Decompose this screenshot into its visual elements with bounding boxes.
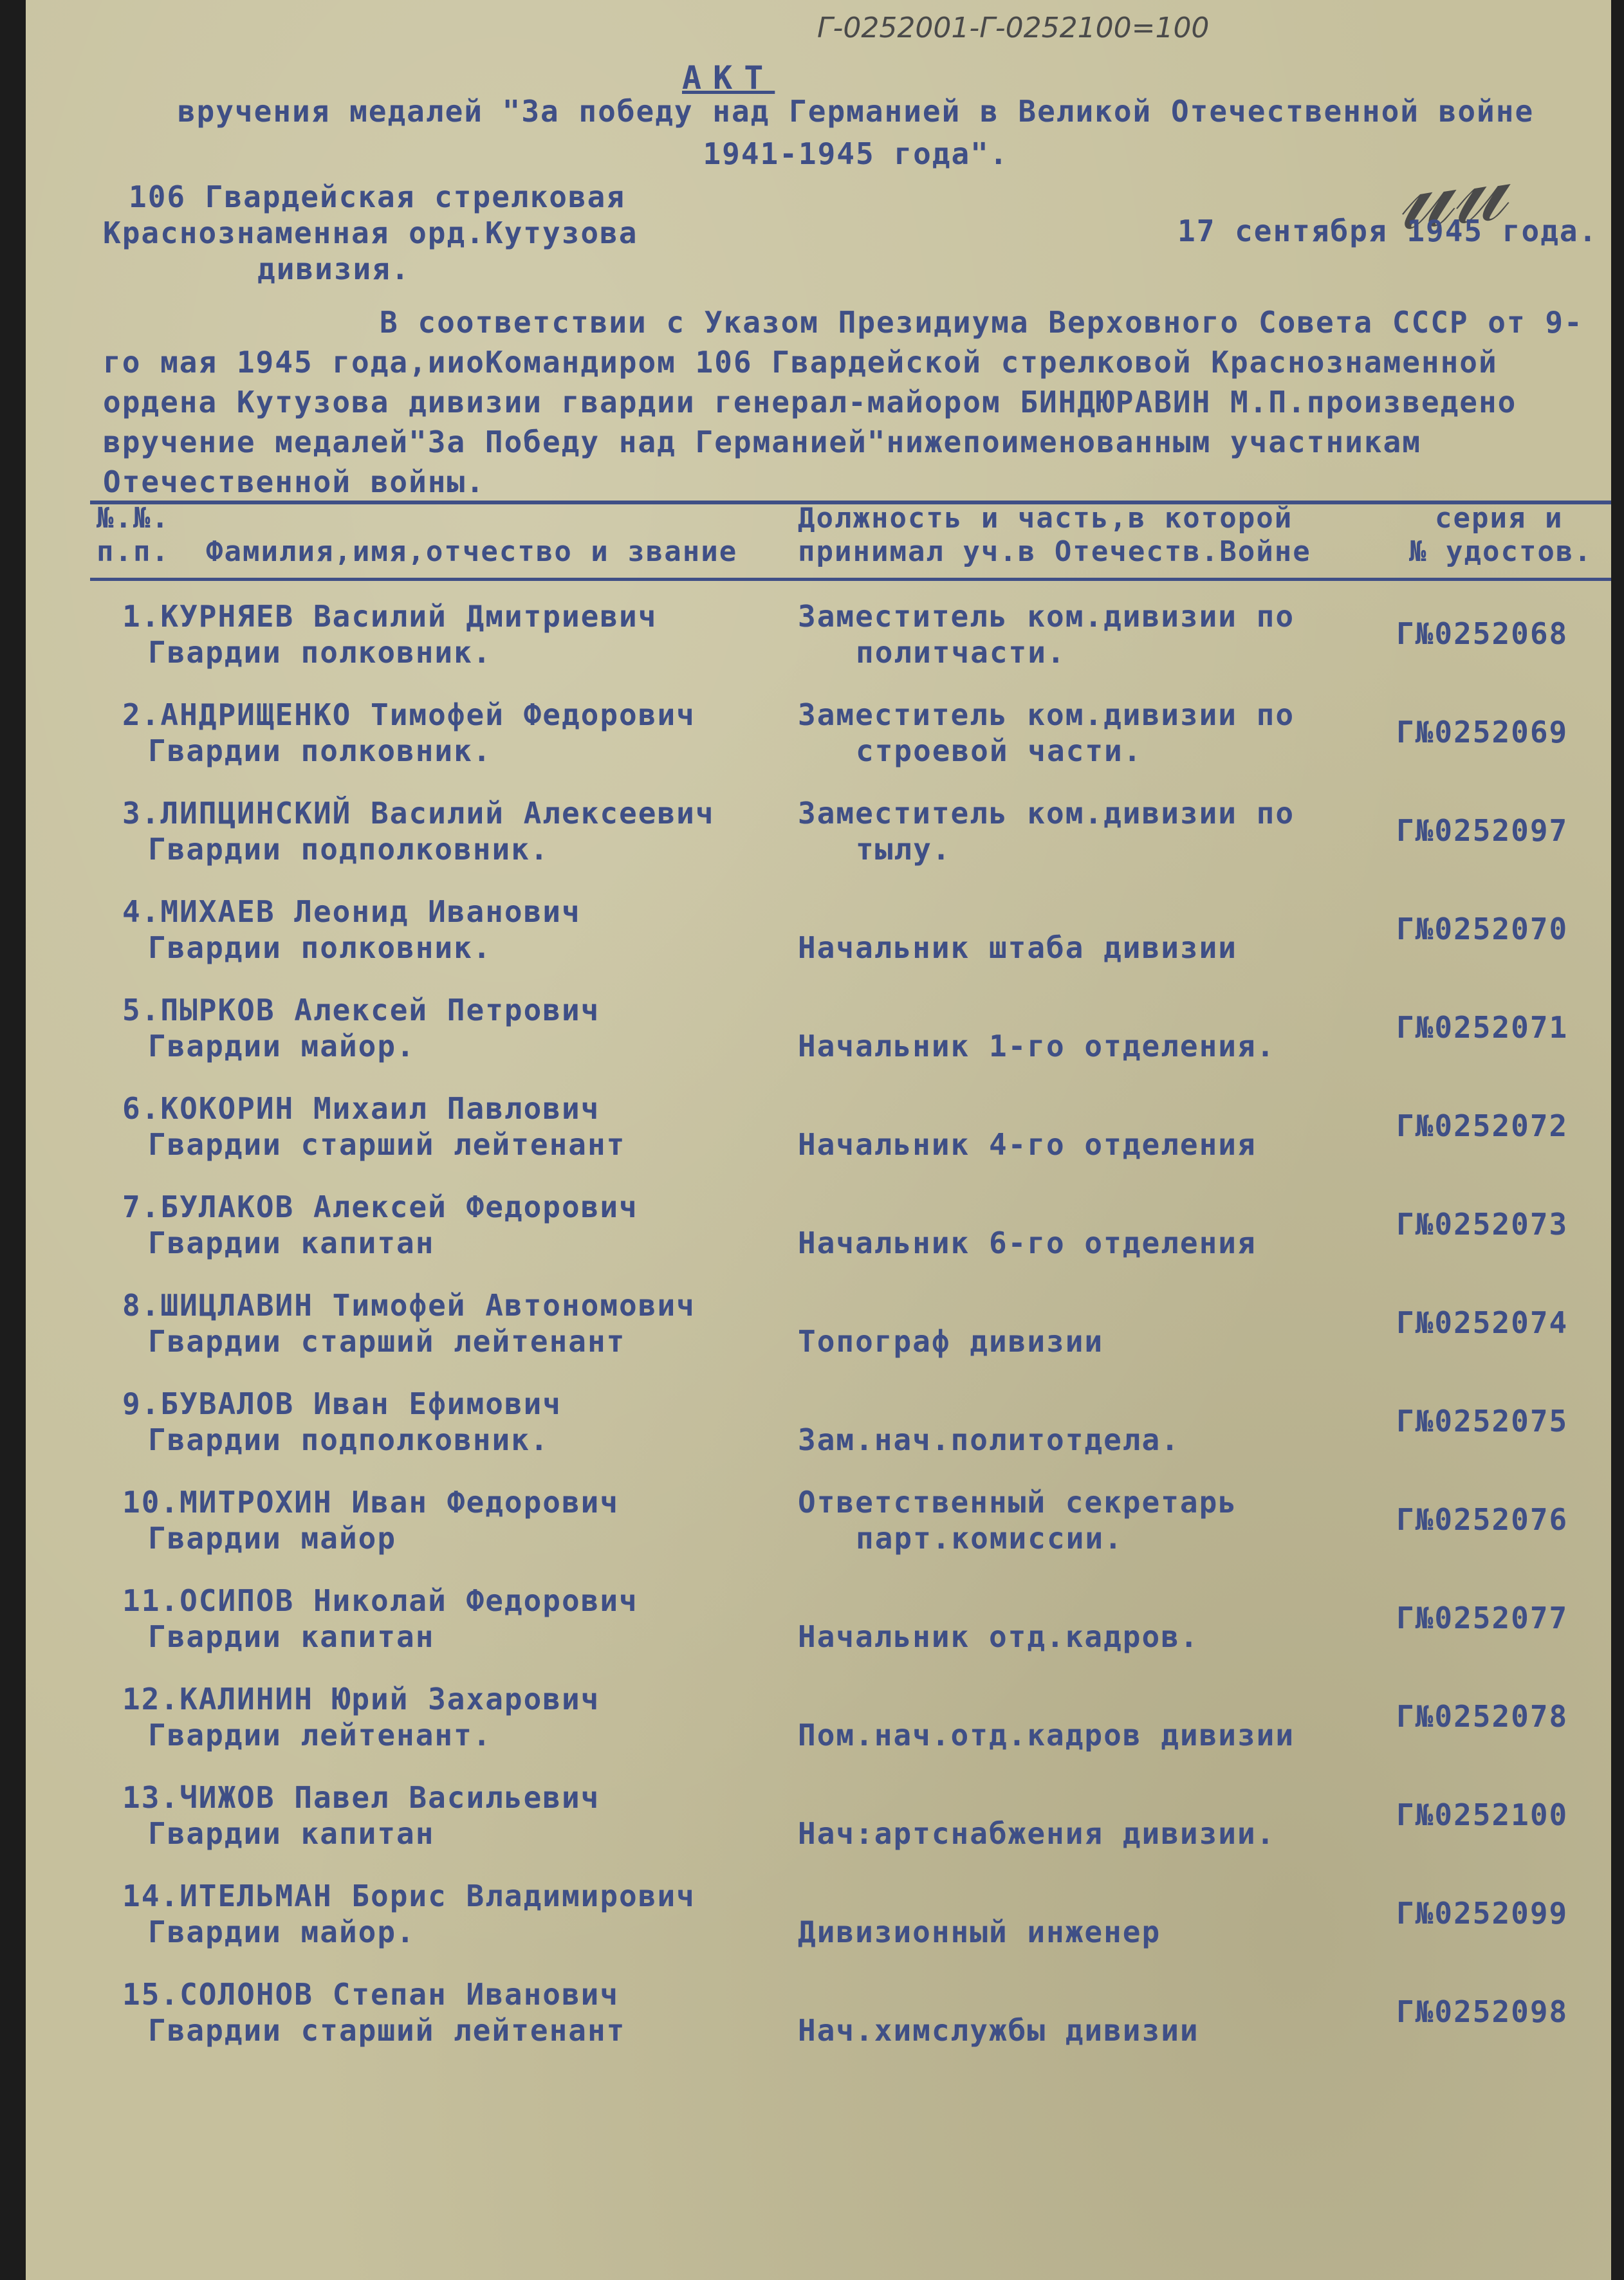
header-number bbox=[97, 502, 170, 569]
table-row bbox=[26, 1681, 1611, 1778]
certificate-serial: Г№0252097 bbox=[1396, 813, 1569, 848]
document-subtitle bbox=[84, 90, 1611, 175]
unit-block bbox=[103, 179, 638, 287]
header-position-line-1: Должность и часть,в которой bbox=[798, 502, 1293, 535]
recipient-position: Заместитель ком.дивизии по bbox=[798, 796, 1295, 831]
certificate-serial: Г№0252098 bbox=[1396, 1994, 1569, 2029]
certificate-serial: Г№0252099 bbox=[1396, 1896, 1569, 1931]
recipient-name: 11.ОСИПОВ Николай Федорович bbox=[122, 1583, 638, 1618]
body-paragraph: В соответствии с Указом Президиума Верховного Совета СССР от 9-го мая 1945 года,ииоКомандиром 106 Гвардейской стрелковой Краснознаменной ордена Кутузова дивизии гвардии генерал-майором БИНДЮРАВИН М.П.произведено вручение медалей"За Победу над Германией"нижепоименованным участникам Отечественной войны. bbox=[103, 305, 1583, 499]
recipient-position-cont: тылу. bbox=[856, 832, 952, 867]
recipient-name: 9.БУВАЛОВ Иван Ефимович bbox=[122, 1386, 562, 1421]
recipient-name: 12.КАЛИНИН Юрий Захарович bbox=[122, 1682, 600, 1716]
recipient-rank: Гвардии капитан bbox=[148, 1816, 435, 1851]
table-row bbox=[26, 1976, 1611, 2073]
recipient-position-block bbox=[798, 1225, 1377, 1261]
certificate-serial: Г№0252073 bbox=[1396, 1207, 1569, 1242]
certificate-serial: Г№0252068 bbox=[1396, 616, 1569, 651]
header-serial bbox=[1409, 502, 1592, 569]
recipient-position-block bbox=[798, 795, 1377, 867]
table-row bbox=[26, 1878, 1611, 1974]
recipient-position: Нач.химслужбы дивизии bbox=[798, 2013, 1199, 2048]
recipient-position-cont: политчасти. bbox=[856, 635, 1066, 670]
recipient-rank: Гвардии полковник. bbox=[148, 930, 492, 965]
recipient-name: 14.ИТЕЛЬМАН Борис Владимирович bbox=[122, 1879, 696, 1913]
recipient-name-block bbox=[122, 992, 766, 1064]
recipient-position-block bbox=[798, 1816, 1377, 1852]
recipient-position-block bbox=[798, 598, 1377, 670]
signature-mark: 𝓊𝓊 bbox=[1390, 129, 1511, 253]
pencil-note: Г-0252001-Г-0252100=100 bbox=[817, 12, 1210, 44]
recipient-position-block bbox=[798, 1619, 1377, 1655]
recipient-rank: Гвардии майор bbox=[148, 1521, 397, 1556]
recipient-name: 7.БУЛАКОВ Алексей Федорович bbox=[122, 1190, 638, 1224]
recipient-position: Нач:артснабжения дивизии. bbox=[798, 1816, 1276, 1851]
unit-line-1: 106 Гвардейская стрелковая bbox=[129, 179, 626, 214]
recipient-rank: Гвардии подполковник. bbox=[148, 832, 549, 867]
recipient-name-block bbox=[122, 1090, 766, 1163]
certificate-serial: Г№0252069 bbox=[1396, 715, 1569, 749]
recipient-rank: Гвардии майор. bbox=[148, 1915, 416, 1949]
table-row bbox=[26, 1779, 1611, 1876]
header-name: Фамилия,имя,отчество и звание bbox=[206, 535, 738, 568]
recipient-name-block bbox=[122, 1681, 766, 1753]
recipient-position: Заместитель ком.дивизии по bbox=[798, 599, 1295, 634]
recipient-name-block bbox=[122, 1583, 766, 1655]
certificate-serial: Г№0252077 bbox=[1396, 1601, 1569, 1635]
recipient-rank: Гвардии капитан bbox=[148, 1619, 435, 1654]
recipient-position-block bbox=[798, 1028, 1377, 1064]
table-row bbox=[26, 795, 1611, 892]
table-row bbox=[26, 1583, 1611, 1679]
certificate-serial: Г№0252075 bbox=[1396, 1404, 1569, 1439]
subtitle-line-1: вручения медалей "За победу над Германией в Великой Отечественной войне bbox=[177, 94, 1535, 129]
recipient-position-block bbox=[798, 1484, 1377, 1556]
recipient-name-block bbox=[122, 1287, 766, 1359]
recipient-name: 13.ЧИЖОВ Павел Васильевич bbox=[122, 1780, 600, 1815]
header-number-line-1: №.№. bbox=[97, 502, 170, 535]
recipient-position: Пом.нач.отд.кадров дивизии bbox=[798, 1718, 1295, 1752]
recipient-position-block bbox=[798, 2012, 1377, 2048]
recipient-name-block bbox=[122, 1976, 766, 2048]
recipient-position: Топограф дивизии bbox=[798, 1324, 1104, 1359]
recipient-position-block bbox=[798, 1126, 1377, 1163]
recipient-name: 2.АНДРИЩЕНКО Тимофей Федорович bbox=[122, 697, 696, 732]
recipient-position-block bbox=[798, 1323, 1377, 1359]
recipient-rank: Гвардии майор. bbox=[148, 1029, 416, 1063]
certificate-serial: Г№0252078 bbox=[1396, 1699, 1569, 1734]
recipient-name-block bbox=[122, 894, 766, 966]
recipient-rank: Гвардии старший лейтенант bbox=[148, 1324, 626, 1359]
recipient-name-block bbox=[122, 1386, 766, 1458]
table-header-rule bbox=[90, 578, 1611, 581]
recipient-position: Зам.нач.политотдела. bbox=[798, 1422, 1180, 1457]
recipient-rank: Гвардии полковник. bbox=[148, 635, 492, 670]
recipient-name: 8.ШИЦЛАВИН Тимофей Автономович bbox=[122, 1288, 696, 1323]
recipient-name: 10.МИТРОХИН Иван Федорович bbox=[122, 1485, 620, 1520]
recipient-name: 6.КОКОРИН Михаил Павлович bbox=[122, 1091, 600, 1126]
header-position bbox=[798, 502, 1311, 569]
recipient-name-block bbox=[122, 1189, 766, 1261]
table-row bbox=[26, 1484, 1611, 1581]
recipient-rank: Гвардии капитан bbox=[148, 1226, 435, 1260]
recipient-name-block bbox=[122, 795, 766, 867]
document-title: АКТ bbox=[682, 59, 775, 97]
table-row bbox=[26, 1090, 1611, 1187]
table-row bbox=[26, 894, 1611, 990]
recipient-name-block bbox=[122, 1779, 766, 1852]
recipient-position: Начальник 6-го отделения bbox=[798, 1226, 1257, 1260]
certificate-serial: Г№0252100 bbox=[1396, 1797, 1569, 1832]
subtitle-line-2: 1941-1945 года". bbox=[703, 136, 1009, 171]
recipient-position-block bbox=[798, 1422, 1377, 1458]
recipient-name-block bbox=[122, 598, 766, 670]
table-row bbox=[26, 1287, 1611, 1384]
unit-line-2: Краснознаменная орд.Кутузова bbox=[103, 216, 638, 250]
certificate-serial: Г№0252072 bbox=[1396, 1108, 1569, 1143]
certificate-serial: Г№0252076 bbox=[1396, 1502, 1569, 1537]
recipient-rank: Гвардии подполковник. bbox=[148, 1422, 549, 1457]
recipient-position: Начальник отд.кадров. bbox=[798, 1619, 1199, 1654]
recipient-position-block bbox=[798, 697, 1377, 769]
recipient-position: Начальник 4-го отделения bbox=[798, 1127, 1257, 1162]
document-sheet bbox=[26, 0, 1611, 2280]
header-serial-line-2: № удостов. bbox=[1409, 535, 1592, 568]
recipient-position-block bbox=[798, 1914, 1377, 1950]
recipient-position: Начальник штаба дивизии bbox=[798, 930, 1237, 965]
recipient-position: Дивизионный инженер bbox=[798, 1915, 1161, 1949]
unit-line-3: дивизия. bbox=[257, 252, 411, 286]
recipient-position: Начальник 1-го отделения. bbox=[798, 1029, 1276, 1063]
recipient-name-block bbox=[122, 1484, 766, 1556]
recipient-rank: Гвардии старший лейтенант bbox=[148, 2013, 626, 2048]
recipient-name-block bbox=[122, 697, 766, 769]
recipient-name-block bbox=[122, 1878, 766, 1950]
certificate-serial: Г№0252074 bbox=[1396, 1305, 1569, 1340]
table-row bbox=[26, 697, 1611, 793]
recipient-name: 1.КУРНЯЕВ Василий Дмитриевич bbox=[122, 599, 658, 634]
header-serial-line-1: серия и bbox=[1435, 502, 1564, 535]
recipient-rank: Гвардии старший лейтенант bbox=[148, 1127, 626, 1162]
document-date: 17 сентября 1945 года. bbox=[1177, 214, 1598, 248]
table-row bbox=[26, 598, 1611, 695]
certificate-serial: Г№0252071 bbox=[1396, 1010, 1569, 1045]
recipient-rank: Гвардии лейтенант. bbox=[148, 1718, 492, 1752]
recipient-position-cont: строевой части. bbox=[856, 733, 1143, 768]
recipient-name: 15.СОЛОНОВ Степан Иванович bbox=[122, 1977, 620, 2012]
header-number-line-2: п.п. bbox=[97, 535, 170, 568]
certificate-serial: Г№0252070 bbox=[1396, 912, 1569, 946]
recipient-position: Ответственный секретарь bbox=[798, 1485, 1237, 1520]
recipient-position-cont: парт.комиссии. bbox=[856, 1521, 1123, 1556]
table-row bbox=[26, 1189, 1611, 1285]
recipient-position: Заместитель ком.дивизии по bbox=[798, 697, 1295, 732]
table-row bbox=[26, 992, 1611, 1089]
recipient-position-block bbox=[798, 1717, 1377, 1753]
recipient-name: 5.ПЫРКОВ Алексей Петрович bbox=[122, 993, 600, 1027]
header-position-line-2: принимал уч.в Отечеств.Войне bbox=[798, 535, 1311, 568]
recipient-position-block bbox=[798, 930, 1377, 966]
recipient-name: 3.ЛИПЦИНСКИЙ Василий Алексеевич bbox=[122, 796, 715, 831]
recipient-name: 4.МИХАЕВ Леонид Иванович bbox=[122, 894, 581, 929]
table-row bbox=[26, 1386, 1611, 1482]
recipient-rank: Гвардии полковник. bbox=[148, 733, 492, 768]
